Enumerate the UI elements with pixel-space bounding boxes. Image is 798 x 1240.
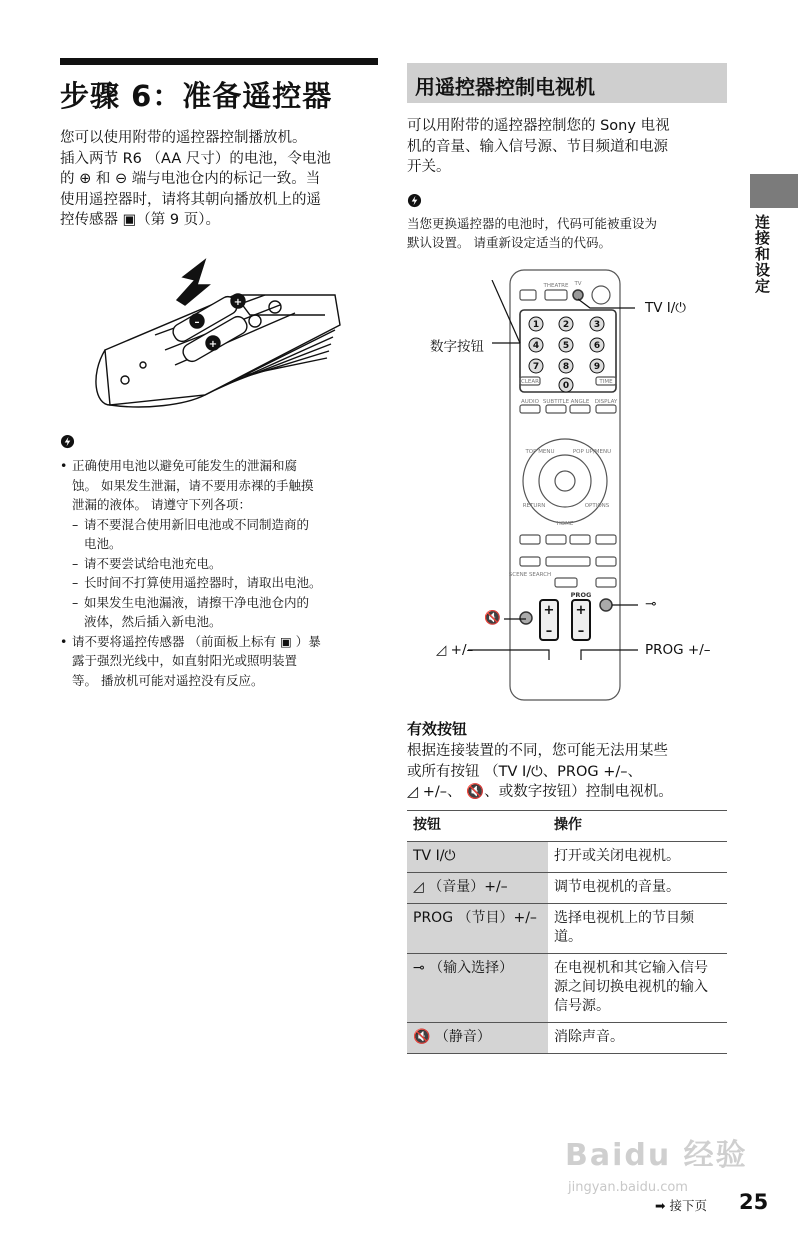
remote-subtitle-label: SUBTITLE [542, 399, 570, 405]
number-key: 2 [562, 320, 570, 330]
watermark-url: jingyan.baidu.com [568, 1180, 688, 1195]
list-item: – 请不要混合使用新旧电池或不同制造商的 电池。 [72, 516, 310, 551]
callout-mute: 🔇 [484, 610, 501, 626]
table-cell-button: ⊸ （输入选择） [407, 954, 548, 1023]
table-row [407, 873, 727, 904]
table-header-button: 按钮 [407, 811, 548, 842]
notes-list [60, 456, 380, 690]
callout-prog: PROG +/– [645, 642, 711, 658]
page-title: 步骤 6：准备遥控器 [60, 79, 333, 113]
svg-text:+: + [543, 603, 555, 618]
remote-display-label: DISPLAY [594, 399, 618, 405]
section-header: 用遥控器控制电视机 [407, 63, 727, 103]
page-number: 25 [739, 1190, 769, 1214]
table-cell-action: 打开或关闭电视机。 [548, 842, 727, 873]
remote-popup-menu-label: POP UP/MENU [572, 449, 612, 455]
number-key: 1 [532, 320, 540, 330]
svg-text:–: – [545, 624, 553, 639]
number-key: 8 [562, 362, 570, 372]
battery-insertion-illustration [85, 255, 345, 415]
remote-tv-label: TV [574, 281, 582, 287]
buttons-table [407, 810, 727, 1054]
callout-number-buttons: 数字按钮 [430, 339, 484, 355]
list-item: • 正确使用电池以避免可能发生的泄漏和腐 蚀。 如果发生泄漏，请不要用赤裸的手触摸 泄漏的液体。 请遵守下列各项： [60, 458, 314, 512]
table-cell-action: 选择电视机上的节目频道。 [548, 904, 727, 954]
list-item: – 请不要尝试给电池充电。 [72, 555, 222, 571]
number-key: 5 [562, 341, 570, 351]
intro-line: 的 ⊕ 和 ⊖ 端与电池仓内的标记一致。当 [60, 171, 321, 187]
table-row [407, 1023, 727, 1054]
table-row [407, 954, 727, 1023]
callout-tv-power: TV I/⏻ [645, 300, 686, 316]
intro-paragraph [60, 128, 380, 231]
svg-text:–: – [194, 317, 200, 328]
number-key: 6 [593, 341, 601, 351]
valid-buttons-paragraph: 根据连接装置的不同，您可能无法用某些 或所有按钮 （TV I/⏻、PROG +/–、 ◿ +/–、 🔇、或数字按钮）控制电视机。 [407, 743, 673, 800]
remote-scene-search-label: SCENE SEARCH [508, 572, 552, 578]
number-key: 0 [562, 381, 570, 391]
title-rule [60, 58, 378, 65]
table-row [407, 842, 727, 873]
intro-line: 您可以使用附带的遥控器控制播放机。 [60, 130, 307, 146]
table-cell-button: TV I/⏻ [407, 842, 548, 873]
list-item: – 如果发生电池漏液，请擦干净电池仓内的 液体，然后插入新电池。 [72, 594, 310, 629]
remote-time-label: TIME [599, 379, 613, 385]
table-cell-action: 在电视机和其它输入信号源之间切换电视机的输入信号源。 [548, 954, 727, 1023]
chapter-tab-label: 连接和设定 [753, 214, 771, 294]
number-key: 7 [532, 362, 540, 372]
remote-top-menu-label: TOP MENU [525, 449, 555, 455]
intro-line: 插入两节 R6 （AA 尺寸）的电池，令电池 [60, 150, 331, 167]
remote-return-label: RETURN [522, 503, 546, 509]
table-cell-action: 调节电视机的音量。 [548, 873, 727, 904]
list-item: • 请不要将遥控传感器 （前面板上标有 ▣ ）暴 露于强烈光线中，如直射阳光或照明装置 等。 播放机可能对遥控没有反应。 [60, 633, 321, 688]
table-cell-button: PROG （节目）+/– [407, 904, 548, 954]
remote-theatre-label: THEATRE [543, 283, 569, 289]
next-page-indicator: ➡ 接下页 [655, 1198, 707, 1213]
callout-input-select: ⊸ [645, 596, 657, 612]
intro-line: 控传感器 ▣（第 9 页）。 [60, 212, 221, 228]
svg-text:+: + [575, 603, 587, 618]
remote-home-label: HOME [556, 521, 574, 527]
number-key: 4 [532, 341, 540, 351]
remote-prog-label: PROG [570, 591, 592, 599]
number-key: 9 [593, 362, 601, 372]
table-cell-button: ◿ （音量）+/– [407, 873, 548, 904]
valid-buttons-title: 有效按钮 [407, 720, 468, 738]
remote-options-label: OPTIONS [584, 503, 610, 509]
svg-text:–: – [577, 624, 585, 639]
remote-clear-label: CLEAR [521, 379, 539, 385]
intro-line: 使用遥控器时，请将其朝向播放机上的遥 [60, 191, 321, 208]
callout-volume: ◿ +/– [436, 642, 474, 658]
right-intro-paragraph: 可以用附带的遥控器控制您的 Sony 电视 机的音量、输入信号源、节目频道和电源 开关。 [407, 118, 670, 175]
table-row [407, 904, 727, 954]
chapter-tab [750, 174, 798, 208]
remote-angle-label: ANGLE [570, 399, 590, 405]
caution-icon [60, 434, 75, 449]
table-header-row [407, 811, 727, 842]
list-item: – 长时间不打算使用遥控器时，请取出电池。 [72, 575, 322, 590]
tip-text: 当您更换遥控器的电池时，代码可能被重设为 默认设置。 请重新设定适当的代码。 [407, 216, 658, 250]
svg-text:+: + [233, 297, 243, 308]
number-key: 3 [593, 320, 601, 330]
table-cell-action: 消除声音。 [548, 1023, 727, 1054]
caution-icon [407, 193, 422, 208]
watermark-logo: Baidu 经验 [565, 1138, 748, 1173]
svg-text:+: + [208, 339, 218, 350]
table-cell-button: 🔇 （静音） [407, 1023, 548, 1054]
remote-audio-label: AUDIO [521, 399, 539, 405]
table-header-operation: 操作 [548, 811, 727, 842]
